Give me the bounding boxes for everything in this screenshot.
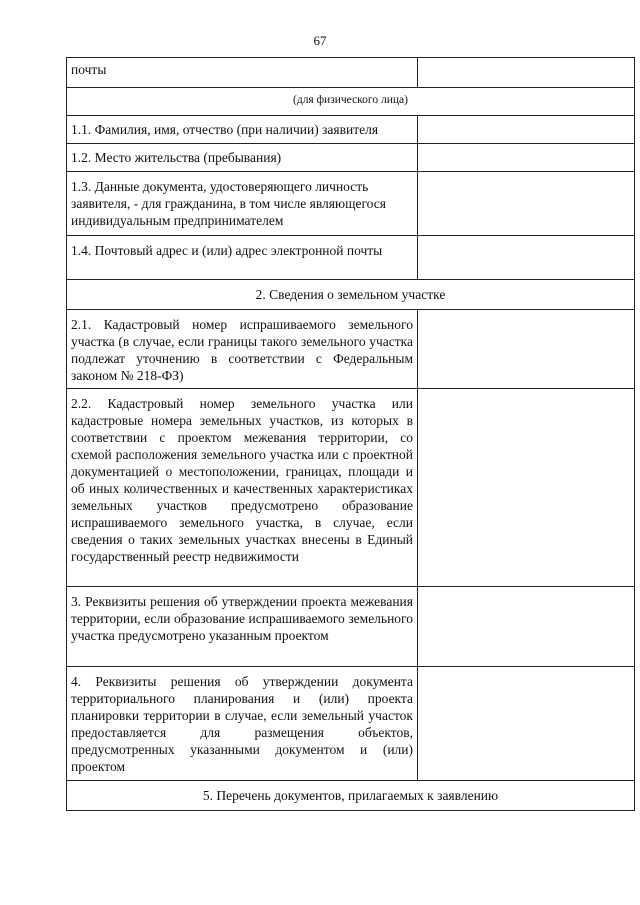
table-row — [66, 58, 635, 88]
value-cell[interactable] — [418, 389, 634, 586]
row-label: 2.2. Кадастровый номер земельного участка или кадастровые номера земельных участков, из которых в соответствии с проектом межевания территории, со схемой расположения земельного участка или с проектной документацией о местоположении, границах, площади и об иных количественных и качественных характеристиках земельных участков предусмотрено образование испрашиваемого земельного участка, в случае, если сведения о таких земельных участках внесены в Единый государственный реестр недвижимости — [67, 389, 418, 586]
table-row — [66, 172, 635, 236]
table-row — [66, 88, 635, 116]
table-row — [66, 389, 635, 587]
row-label: почты — [67, 58, 418, 87]
application-table — [66, 57, 635, 811]
table-row — [66, 236, 635, 280]
table-row — [66, 310, 635, 389]
physical-person-note: (для физического лица) — [293, 94, 408, 106]
row-label: 1.1. Фамилия, имя, отчество (при наличии) заявителя — [67, 116, 418, 143]
value-cell[interactable] — [418, 310, 634, 388]
section-heading-2: 2. Сведения о земельном участке — [255, 287, 446, 302]
section-heading-5: 5. Перечень документов, прилагаемых к заявлению — [202, 788, 499, 803]
row-label: 1.4. Почтовый адрес и (или) адрес электронной почты — [67, 236, 418, 279]
value-cell[interactable] — [418, 58, 634, 87]
page-number: 67 — [313, 33, 327, 48]
row-label: 4. Реквизиты решения об утверждении документа территориального планирования и (или) проекта планировки территории в случае, если земельный участок предоставляется для размещения объектов, предусмотренных указанными документом и (или) проектом — [67, 667, 418, 780]
value-cell[interactable] — [418, 172, 634, 235]
row-label: 3. Реквизиты решения об утверждении проекта межевания территории, если образование испрашиваемого земельного участка предусмотрено указанным проектом — [67, 587, 418, 666]
table-row — [66, 781, 635, 811]
value-cell[interactable] — [418, 116, 634, 143]
row-label: 2.1. Кадастровый номер испрашиваемого земельного участка (в случае, если границы такого земельного участка подлежат уточнению в соответствии с Федеральным законом № 218-ФЗ) — [67, 310, 418, 388]
value-cell[interactable] — [418, 587, 634, 666]
table-row — [66, 144, 635, 172]
value-cell[interactable] — [418, 144, 634, 171]
value-cell[interactable] — [418, 667, 634, 780]
table-row — [66, 280, 635, 310]
row-label: 1.3. Данные документа, удостоверяющего личность заявителя, - для гражданина, в том числе являющегося индивидуальным предпринимателем — [67, 172, 418, 235]
table-row — [66, 116, 635, 144]
table-row — [66, 667, 635, 781]
table-row — [66, 587, 635, 667]
row-label: 1.2. Место жительства (пребывания) — [67, 144, 418, 171]
value-cell[interactable] — [418, 236, 634, 279]
